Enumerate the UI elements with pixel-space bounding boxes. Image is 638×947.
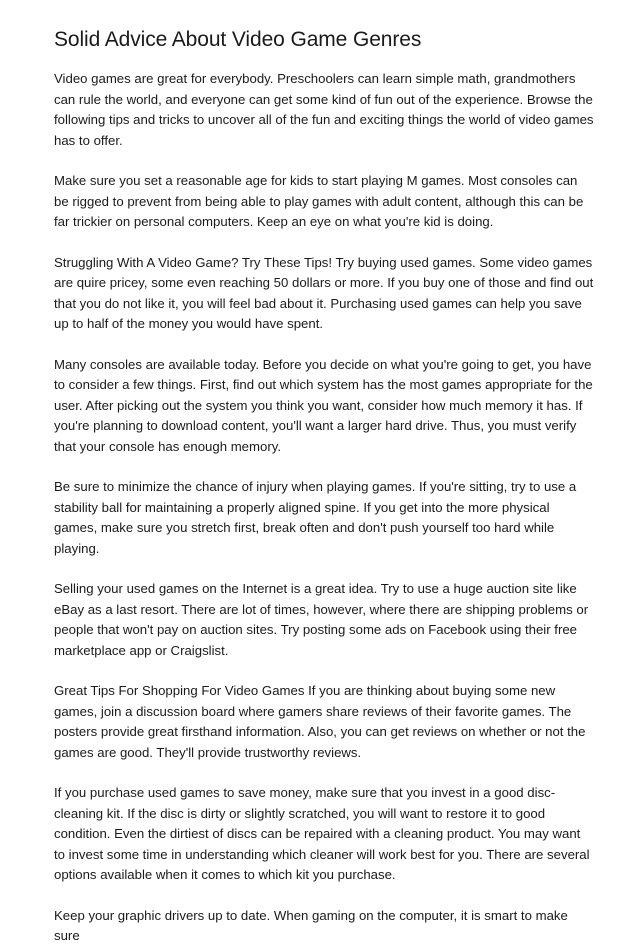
paragraph-age-rating: Make sure you set a reasonable age for kids to start playing M games. Most consoles can be rigged to prevent from being able to play games with adult content, although this can be far trickier on personal computers. Keep an eye on what you're kid is doing. — [54, 173, 584, 229]
paragraph-injury: Be sure to minimize the chance of injury when playing games. If you're sitting, try to use a stability ball for maintaining a properly aligned spine. If you get into the more physical games, make sure you stretch first, break often and don't push yourself too hard while playing. — [54, 479, 577, 556]
page-title: Solid Advice About Video Game Genres — [54, 28, 422, 51]
paragraph-disc-cleaning: If you purchase used games to save money, make sure that you invest in a good disc-cleaning kit. If the disc is dirty or slightly scratched, you will want to restore it to good condition. Even the dirtiest of discs can be repaired with a cleaning product. You may want to invest some time in understanding which cleaner will work best for you. There are several options available when it comes to which kit you purchase. — [54, 785, 590, 882]
paragraph-consoles: Many consoles are available today. Before you decide on what you're going to get, you have to consider a few things. First, find out which system has the most games appropriate for the user. After picking out the system you think you want, consider how much memory it has. If you're planning to download content, you'll want a larger hard drive. Thus, you must verify that your console has enough memory. — [54, 356, 593, 454]
paragraph-intro: Video games are great for everybody. Preschoolers can learn simple math, grandmothers can rule the world, and everyone can get some kind of fun out of the experience. Browse the following tips and tricks to uncover all of the fun and exciting things the world of video games has to offer. — [54, 71, 594, 148]
document-page — [54, 27, 594, 947]
paragraph-used-games: Struggling With A Video Game? Try These Tips! Try buying used games. Some video games are quire pricey, some even reaching 50 dollars or more. If you buy one of those and find out that you do not like it, you will feel bad about it. Purchasing used games can help you save up to half of the money you would have spent. — [54, 254, 594, 331]
paragraph-graphic-drivers: Keep your graphic drivers up to date. When gaming on the computer, it is smart to make sure — [54, 907, 568, 943]
paragraph-selling: Selling your used games on the Internet is a great idea. Try to use a huge auction site like eBay as a last resort. There are lot of times, however, where there are shipping problems or people that won't pay on auction sites. Try posting some ads on Facebook using their free marketplace app or Craigslist. — [54, 581, 589, 658]
paragraph-shopping-tips: Great Tips For Shopping For Video Games If you are thinking about buying some new games, join a discussion board where gamers share reviews of their favorite games. The posters provide great firsthand information. Also, you can get reviews on whether or not the games are good. They'll provide trustworthy reviews. — [54, 683, 586, 760]
